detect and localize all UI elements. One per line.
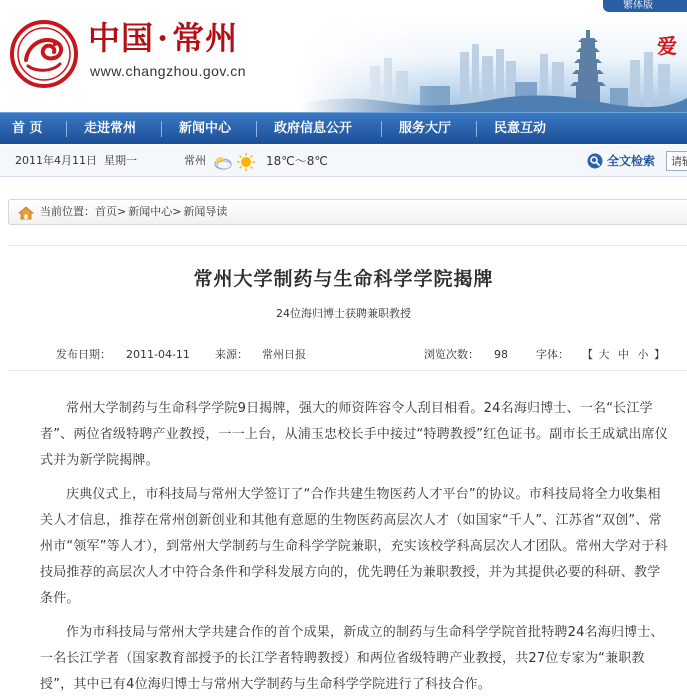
nav-divider — [381, 121, 382, 137]
nav-divider — [161, 121, 162, 137]
article-paragraph: 作为市科技局与常州大学共建合作的首个成果，新成立的制药与生命科学学院首批特聘24名海归博士、一名长江学者（国家教育部授予的长江学者特聘教授）和两位省级特聘产业教授，共27位专家为“兼职教授”，其中已有4位海归博士与常州大学制药与生命科学学院进行了科技合作。 — [40, 625, 664, 692]
article-paragraph: 庆典仪式上，市科技局与常州大学签订了“合作共建生物医药人才平台”的协议。市科技局将全力收集相关人才信息，推荐在常州创新创业和其他有意愿的生物医药高层次人才（如国家“千人”、江苏省“双创”、常州市“领军”等人才），到常州大学制药与生命科学学院兼职，充实该校学科高层次人才团队。常州大学对于科技局推荐的高层次人才中符合条件和学科发展方向的，优先聘任为兼职教授，并为其提供必要的科研、教学条件。 — [40, 487, 668, 606]
changzhou-dragon-logo[interactable] — [10, 20, 78, 88]
nav-news-center[interactable]: 新闻中心 — [179, 121, 232, 136]
main-nav — [0, 112, 687, 144]
breadcrumb-trail — [40, 205, 227, 219]
content-divider — [8, 245, 687, 246]
nav-about-changzhou[interactable]: 走进常州 — [84, 121, 137, 136]
header-slogan: 爱 — [657, 34, 677, 58]
search-icon[interactable] — [587, 153, 603, 169]
site-header — [0, 0, 687, 112]
nav-gov-info[interactable]: 政府信息公开 — [274, 121, 353, 136]
site-title-city: 常州 — [172, 19, 239, 57]
current-date: 2011年4月11日 — [15, 154, 97, 167]
site-title-separator: · — [157, 19, 170, 57]
weather-temperature: 18℃～8℃ — [266, 154, 328, 168]
breadcrumb — [8, 199, 687, 225]
breadcrumb-separator: > — [117, 205, 127, 218]
font-medium-button[interactable]: 中 — [618, 348, 629, 361]
city-skyline-banner — [300, 16, 687, 112]
view-count-label: 浏览次数： — [424, 348, 479, 361]
site-title-country: 中国 — [88, 19, 155, 57]
nav-divider — [256, 121, 257, 137]
nav-home[interactable]: 首 页 — [12, 121, 43, 136]
site-title[interactable] — [88, 18, 238, 58]
meta-divider — [8, 370, 687, 371]
breadcrumb-news-guide[interactable]: 新闻导读 — [183, 205, 228, 218]
nav-divider — [476, 121, 477, 137]
article-title: 常州大学制药与生命科学学院揭牌 — [193, 268, 494, 290]
font-small-button[interactable]: 小 — [637, 348, 649, 361]
breadcrumb-separator: > — [172, 205, 182, 218]
source-label: 来源： — [215, 348, 248, 361]
breadcrumb-label: 当前位置： — [40, 205, 95, 218]
cloud-sun-icon — [213, 152, 259, 172]
publish-date: 2011-04-11 — [126, 348, 190, 361]
article-subtitle: 24位海归博士获聘兼职教授 — [276, 307, 411, 320]
font-bracket-open: 【 — [582, 348, 593, 361]
article-paragraph: 常州大学制药与生命科学学院9日揭牌，强大的师资阵容令人刮目相看。24名海归博士、一名“长江学者”、两位省级特聘产业教授，一一上台，从浦玉忠校长手中接过“特聘教授”红色证书。副市长王成斌出席仪式并为新学院揭牌。 — [40, 401, 669, 468]
breadcrumb-home[interactable]: 首页 — [95, 205, 117, 218]
traditional-chinese-link[interactable]: 繁体版 — [603, 0, 687, 12]
nav-service-hall[interactable]: 服务大厅 — [399, 121, 452, 136]
nav-public-opinion[interactable]: 民意互动 — [494, 121, 547, 136]
nav-divider — [66, 121, 67, 137]
font-large-button[interactable]: 大 — [598, 348, 610, 361]
weather-city: 常州 — [184, 154, 206, 167]
source-value: 常州日报 — [262, 348, 306, 361]
breadcrumb-news-center[interactable]: 新闻中心 — [128, 205, 173, 218]
font-size-label: 字体： — [536, 348, 569, 361]
font-bracket-close: 】 — [654, 348, 665, 361]
site-url: www.changzhou.gov.cn — [90, 63, 247, 79]
view-count: 98 — [494, 348, 508, 361]
fulltext-search-label[interactable]: 全文检索 — [607, 154, 656, 168]
home-icon — [18, 206, 34, 220]
current-weekday: 星期一 — [104, 154, 137, 167]
publish-date-label: 发布日期： — [56, 348, 111, 361]
font-size-controls — [582, 348, 665, 362]
info-bar — [0, 145, 687, 177]
search-input[interactable] — [666, 151, 687, 171]
